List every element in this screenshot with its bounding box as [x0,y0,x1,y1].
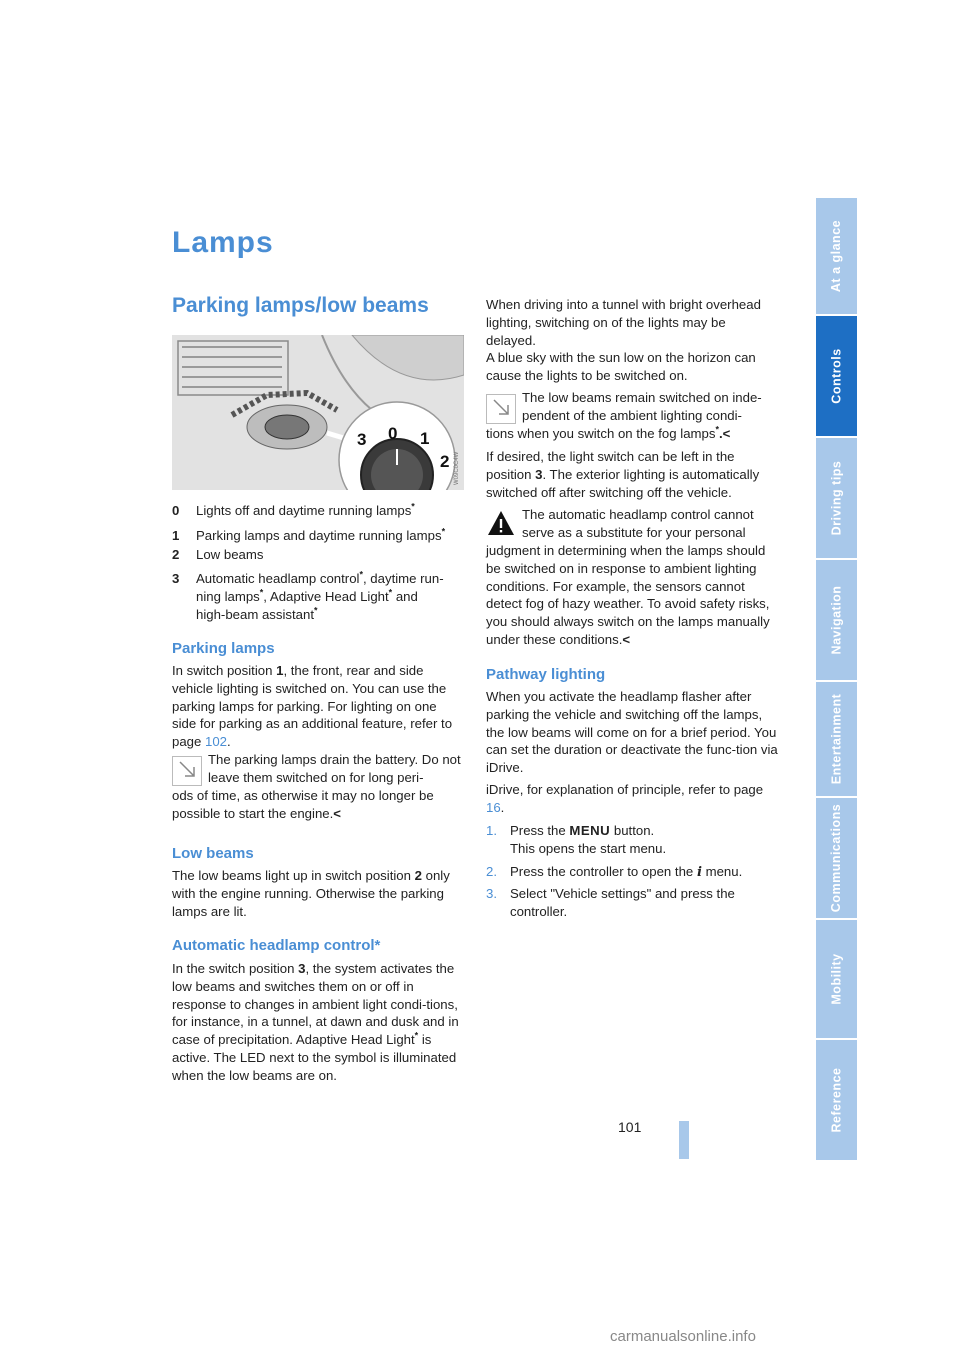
low-beams-heading: Low beams [172,845,254,862]
blue-sky-text: A blue sky with the sun low on the horizon can cause the lights to be switched on. [486,350,756,383]
option-star: * [441,526,446,537]
tab-driving-tips[interactable]: Driving tips [816,438,857,558]
legend-item: 3 Automatic headlamp control*, daytime run- ning lamps*, Adaptive Head Light* and high-beam assistant* [172,569,444,622]
tab-mobility[interactable]: Mobility [816,920,857,1038]
parking-note-text: The parking lamps drain the battery. Do not leave them switched on for long peri- [208,752,461,785]
page-link-102[interactable]: 102 [205,734,228,750]
fog-note-text: The low beams remain switched on inde-pendent of the ambient lighting condi- [522,390,762,423]
info-menu-icon: i [696,865,702,880]
page-link-16[interactable]: 16 [486,799,501,815]
parking-lamps-text: In switch position 1, the front, rear and side vehicle lighting is switched on. You can use the parking lamps for parking. For lighting on one side for parking as an additional feature, refer to page 102. [172,663,453,750]
watermark: carmanualsonline.info [610,1328,756,1345]
menu-button-key: MENU [569,823,611,838]
parking-note-text-cont: ods of time, as otherwise it may no longer be possible to start the engine.< [172,788,434,821]
dial-label-3: 3 [357,430,367,449]
dial-label-0: 0 [388,424,398,443]
dial-label-2: 2 [440,452,450,471]
fog-note-text-cont: tions when you switch on the fog lamps*.< [486,424,731,441]
warning-icon [486,508,516,538]
page-number-bar [679,1121,689,1159]
tab-entertainment[interactable]: Entertainment [816,682,857,796]
low-beams-text: The low beams light up in switch position 2 only with the engine running. Otherwise the parking lamps are lit. [172,868,450,919]
light-switch-illustration [172,335,464,490]
auto-headlamp-heading: Automatic headlamp control* [172,937,381,954]
pathway-text: When you activate the headlamp flasher after parking the vehicle and switching off the lamps, the low beams will come on for a brief period. You can set the duration or deactivate the func-tion via iDrive. [486,689,778,776]
tab-reference[interactable]: Reference [816,1040,857,1160]
tab-communications[interactable]: Communications [816,798,857,918]
leave-position-text: If desired, the light switch can be left in the position 3. The exterior lighting is automatically switched off after switching off the vehicle. [486,449,760,500]
idrive-ref-text: iDrive, for explanation of principle, refer to page 16. [486,782,764,815]
page-title: Lamps [172,226,274,259]
auto-headlamp-text: In the switch position 3, the system activates the low beams and switches them on or off in response to changes in ambient light condi-tions, for instance, in a tunnel, at dawn and dusk and in case of precipitation. Adaptive Head Light* is active. The LED next to the symbol is illuminated when the low beams are on. [172,961,459,1083]
light-switch-figure [172,335,464,490]
section-title: Parking lamps/low beams [172,294,429,317]
tunnel-text: When driving into a tunnel with bright overhead lighting, switching on of the lights may be delayed. [486,297,761,348]
tab-at-a-glance[interactable]: At a glance [816,198,857,314]
parking-lamps-heading: Parking lamps [172,640,275,657]
step-item: 3. Select "Vehicle settings" and press the controller. [486,886,735,919]
dial-label-1: 1 [420,429,430,448]
note-icon [486,394,516,424]
pathway-lighting-heading: Pathway lighting [486,666,606,683]
option-star: * [411,501,415,512]
chapter-tabs [816,198,857,1160]
warning-text: The automatic headlamp control cannot serve as a substitute for your personal [522,507,754,540]
step-item: 1. Press the MENU button. This opens the start menu. [486,823,667,856]
tab-navigation[interactable]: Navigation [816,560,857,680]
step-item: 2. Press the controller to open the i menu. [486,864,743,880]
warning-text-cont: judgment in determining when the lamps should be switched on in response to ambient lighting conditions. For example, the sensors cannot detect fog of hazy weather. To avoid safety risks, you should always switch on the lamps manually under these conditions.< [486,543,770,647]
note-icon [172,756,202,786]
page-number: 101 [618,1119,642,1135]
figure-code: W09C0C4W [454,451,460,485]
tab-controls[interactable]: Controls [816,316,857,436]
